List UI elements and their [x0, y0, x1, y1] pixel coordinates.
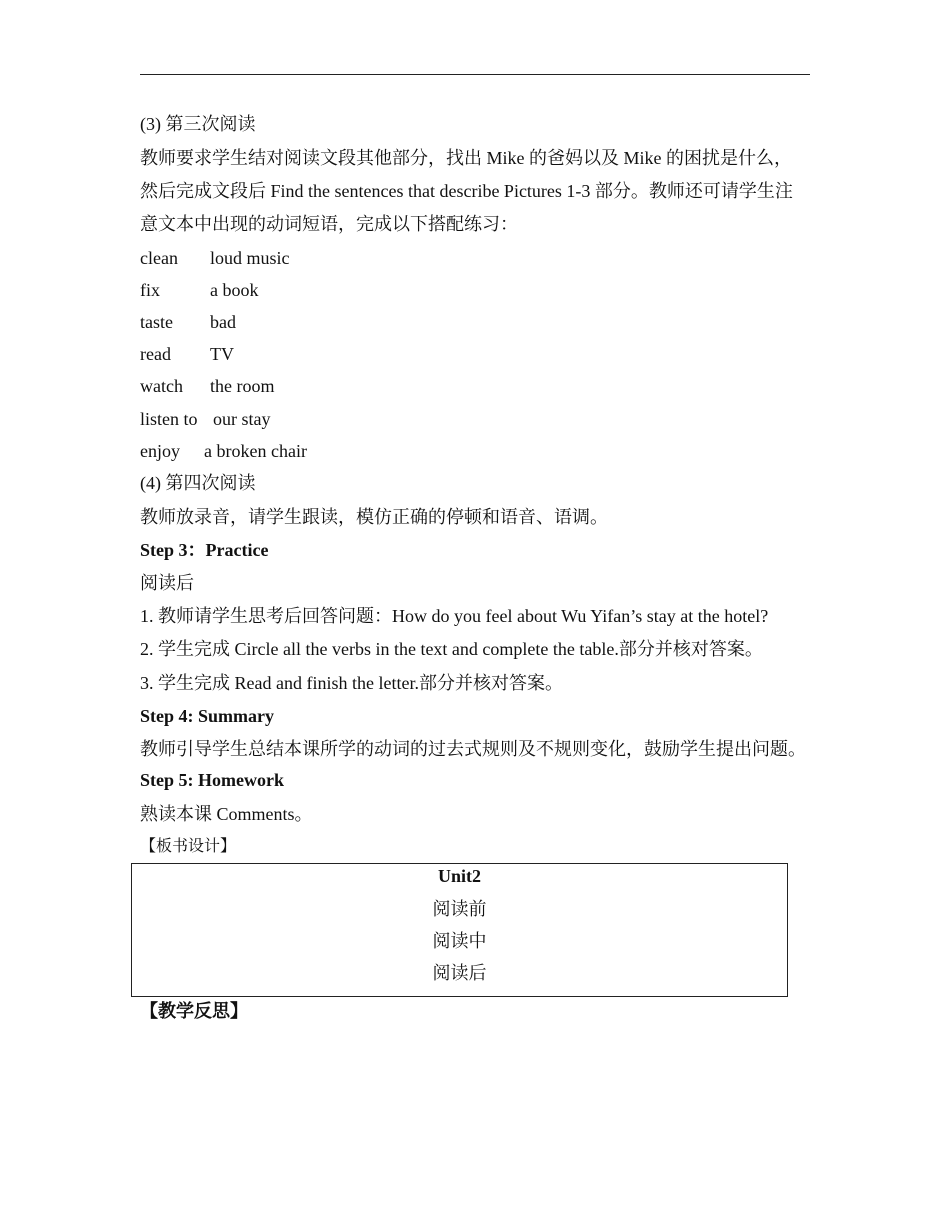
- match-object: the room: [210, 376, 275, 396]
- match-row: [140, 342, 234, 366]
- match-verb: enjoy: [140, 441, 180, 461]
- match-object: our stay: [213, 409, 271, 429]
- step3-item-3: 3. 学生完成 Read and finish the letter.部分并核对答案。: [140, 673, 563, 693]
- match-row: [140, 439, 307, 463]
- match-verb: fix: [140, 280, 160, 300]
- step3-subheading: 阅读后: [140, 573, 194, 593]
- match-verb: listen to: [140, 409, 198, 429]
- board-line: 阅读中: [432, 931, 487, 951]
- match-row: [140, 246, 290, 270]
- step3-heading: Step 3：Practice: [140, 540, 269, 560]
- match-object: a broken chair: [204, 441, 307, 461]
- match-row: [140, 278, 259, 302]
- match-object: loud music: [210, 248, 290, 268]
- board-design-label: 【板书设计】: [140, 838, 237, 855]
- match-object: a book: [210, 280, 259, 300]
- step3-item-2: 2. 学生完成 Circle all the verbs in the text and complete the table.部分并核对答案。: [140, 639, 763, 659]
- board-line: 阅读前: [432, 899, 487, 919]
- match-row: [140, 310, 236, 334]
- header-rule: [140, 74, 810, 75]
- board-line: 阅读后: [432, 963, 487, 983]
- match-row: [140, 407, 271, 431]
- reading3-para-line-2: 然后完成文段后 Find the sentences that describe Pictures 1-3 部分。教师还可请学生注: [140, 181, 793, 201]
- match-verb: read: [140, 344, 171, 364]
- step4-para: 教师引导学生总结本课所学的动词的过去式规则及不规则变化，鼓励学生提出问题。: [140, 739, 806, 759]
- match-row: [140, 374, 275, 398]
- match-object: TV: [210, 344, 234, 364]
- match-verb: watch: [140, 376, 183, 396]
- step5-heading: Step 5: Homework: [140, 770, 284, 790]
- reflection-label: 【教学反思】: [140, 1001, 248, 1021]
- board-title: Unit2: [437, 866, 481, 886]
- step4-heading: Step 4: Summary: [140, 706, 274, 726]
- step5-para: 熟读本课 Comments。: [140, 804, 313, 824]
- reading3-para-line-3: 意文本中出现的动词短语，完成以下搭配练习：: [140, 214, 518, 234]
- match-verb: taste: [140, 312, 173, 332]
- board-design-box: [131, 863, 788, 997]
- step3-item-1: 1. 教师请学生思考后回答问题：How do you feel about Wu Yifan’s stay at the hotel?: [140, 606, 769, 626]
- reading4-heading: (4) 第四次阅读: [140, 473, 256, 493]
- reading3-heading: (3) 第三次阅读: [140, 114, 256, 134]
- reading4-para: 教师放录音，请学生跟读，模仿正确的停顿和语音、语调。: [140, 507, 608, 527]
- reading3-para-line-1: 教师要求学生结对阅读文段其他部分，找出 Mike 的爸妈以及 Mike 的困扰是什么，: [140, 148, 792, 168]
- match-verb: clean: [140, 248, 178, 268]
- match-object: bad: [210, 312, 236, 332]
